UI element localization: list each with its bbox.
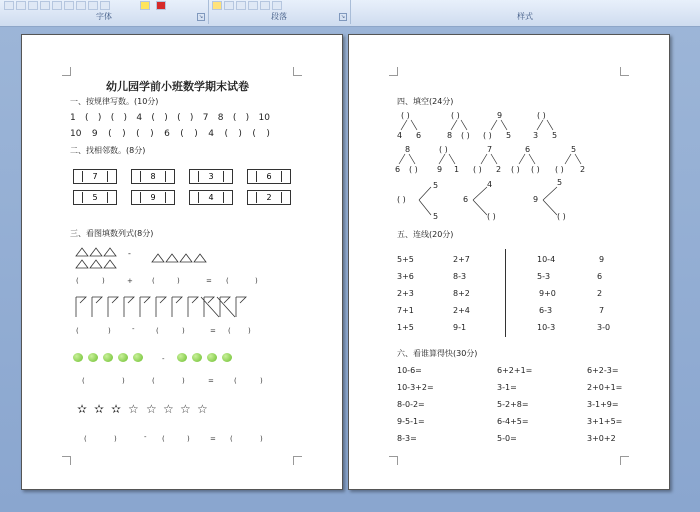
star-icon: ☆ (163, 402, 174, 416)
apple-icon (177, 353, 187, 362)
match-item: 6 (597, 272, 603, 281)
neighbor-box (131, 169, 175, 184)
tree-left: ( ) (511, 165, 520, 174)
section-heading: 五、连线(20分) (397, 230, 454, 239)
ribbon-button[interactable] (52, 1, 62, 10)
minus-sign: - (132, 325, 135, 333)
equals-sign: = (210, 327, 216, 335)
minus-sign: - (144, 433, 147, 441)
ribbon-button[interactable] (236, 1, 246, 10)
ribbon-button[interactable] (248, 1, 258, 10)
ribbon-button[interactable] (4, 1, 14, 10)
tree-left: 9 (437, 165, 443, 174)
tree-left: 8 (447, 131, 453, 140)
minus-sign: - (162, 355, 165, 363)
tree-left: 3 (533, 131, 539, 140)
sequence-item: ( (232, 113, 237, 123)
sequence-item: ( (180, 129, 184, 139)
tree-left: 6 (395, 165, 401, 174)
match-item: 9 (599, 255, 605, 264)
match-item: 5+5 (397, 255, 414, 264)
sequence-item: 6 (164, 129, 170, 139)
calc-item: 3+1+5= (587, 417, 623, 426)
answer-blank: ) (187, 435, 190, 443)
sequence-item: ) (266, 129, 270, 139)
answer-blank: ( (156, 327, 159, 335)
apple-icon (118, 353, 128, 362)
ribbon-button[interactable] (28, 1, 38, 10)
answer-blank: ( (226, 277, 229, 285)
sequence-item: ) (122, 129, 126, 139)
answer-blank: ( (82, 377, 85, 385)
match-item: 3+6 (397, 272, 414, 281)
tree-up: 4 (487, 180, 493, 189)
tree-up: 5 (557, 178, 563, 187)
sequence-item: ) (123, 113, 128, 123)
calc-item: 5-2+8= (497, 400, 529, 409)
answer-blank: ( (76, 277, 79, 285)
ribbon-button[interactable] (76, 1, 86, 10)
tree-left: ( ) (473, 165, 482, 174)
tree-top: 6 (525, 145, 531, 154)
tree-top: 7 (487, 145, 493, 154)
calc-item: 8-0-2= (397, 400, 425, 409)
sequence-item: 4 (136, 113, 143, 123)
ribbon-button[interactable] (272, 1, 282, 10)
answer-blank: ) (102, 277, 105, 285)
font-color-button[interactable] (156, 1, 166, 10)
tree-down: ( ) (487, 212, 496, 221)
apple-icon (103, 353, 113, 362)
neighbor-number: 8 (140, 171, 166, 182)
answer-blank: ( (230, 435, 233, 443)
tree-top: ( ) (439, 145, 448, 154)
tree-down: ( ) (557, 212, 566, 221)
answer-blank: ) (177, 277, 180, 285)
sequence-item: ( (177, 113, 181, 123)
tree-top: 5 (571, 145, 577, 154)
match-item: 1+5 (397, 323, 414, 332)
sequence-item: ) (245, 113, 250, 123)
tree-top: ( ) (537, 111, 546, 120)
neighbor-box (73, 190, 117, 205)
calc-item: 3-1+9= (587, 400, 619, 409)
match-item: 3-0 (597, 323, 611, 332)
ribbon-button[interactable] (40, 1, 50, 10)
tree-left: ( ) (483, 131, 492, 140)
tree-left: 4 (397, 131, 403, 140)
ribbon-group-label: 字体 (96, 12, 112, 21)
neighbor-box (73, 169, 117, 184)
tree-right: 5 (506, 131, 512, 140)
apple-icon (88, 353, 98, 362)
flag-picture (74, 295, 254, 319)
section-heading: 二、找相邻数。(8分) (70, 146, 146, 155)
sequence-item: 8 (217, 113, 224, 123)
sequence-item: ( (110, 113, 115, 123)
answer-blank: ) (122, 377, 125, 385)
ribbon-group-paragraph (208, 0, 351, 24)
crop-mark (389, 456, 398, 465)
sequence-item: ( (136, 129, 140, 139)
section-heading: 六、看谁算得快(30分) (397, 349, 478, 358)
answer-blank: ( (152, 277, 155, 285)
section-heading: 一、按规律写数。(10分) (70, 97, 159, 106)
calc-item: 5-0= (497, 434, 517, 443)
neighbor-box (247, 169, 291, 184)
star-icon: ☆ (180, 402, 191, 416)
match-item: 10-4 (537, 255, 556, 264)
page-title: 幼儿园学前小班数学期末试卷 (106, 80, 249, 93)
tree-top: ( ) (451, 111, 460, 120)
neighbor-number: 5 (82, 192, 108, 203)
sequence-item: 10 (70, 129, 82, 139)
highlight-color-button[interactable] (140, 1, 150, 10)
apple-icon (222, 353, 232, 362)
match-item: 6-3 (539, 306, 553, 315)
crop-mark (620, 456, 629, 465)
sequence-item: ) (164, 113, 168, 123)
tree-right: ( ) (531, 165, 540, 174)
ribbon-group-font (0, 0, 209, 24)
document-page-1[interactable] (21, 34, 343, 490)
star-icon: ☆ (146, 402, 157, 416)
tree-up: 5 (433, 181, 439, 190)
neighbor-number: 7 (82, 171, 108, 182)
apple-icon (73, 353, 83, 362)
answer-blank: ( (76, 327, 79, 335)
crop-mark (293, 456, 302, 465)
apple-icon (207, 353, 217, 362)
document-page-2[interactable] (348, 34, 670, 490)
sequence-item: ) (238, 129, 242, 139)
match-item: 10-3 (537, 323, 556, 332)
answer-blank: ) (108, 327, 111, 335)
answer-blank: ) (182, 327, 185, 335)
crop-mark (62, 67, 71, 76)
apple-icon (133, 353, 143, 362)
neighbor-number: 9 (140, 192, 166, 203)
divider-line (505, 249, 506, 337)
tree-right: 6 (416, 131, 422, 140)
match-item: 9-1 (453, 323, 467, 332)
sequence-item: 7 (202, 113, 209, 123)
match-item: 7 (599, 306, 605, 315)
minus-sign: - (128, 249, 131, 258)
ribbon-group-styles (350, 0, 700, 24)
dialog-launcher-icon[interactable]: ↘ (340, 14, 346, 20)
answer-blank: ( (152, 377, 155, 385)
equals-sign: = (208, 377, 214, 385)
tree-right: ( ) (461, 131, 470, 140)
star-icon: ☆ (197, 402, 208, 416)
ribbon-button[interactable] (64, 1, 74, 10)
sequence-item: ) (97, 113, 102, 123)
answer-blank: ) (260, 435, 263, 443)
answer-blank: + (127, 277, 133, 285)
neighbor-number: 4 (198, 192, 224, 203)
calc-item: 6+2-3= (587, 366, 619, 375)
tree-top: 9 (497, 111, 503, 120)
answer-blank: ( (228, 327, 231, 335)
triangle-picture (74, 245, 244, 271)
match-item: 5-3 (537, 272, 551, 281)
sequence-item: ) (189, 113, 194, 123)
neighbor-box (247, 190, 291, 205)
calc-item: 3+0+2 (587, 434, 616, 443)
ribbon-button[interactable] (100, 1, 110, 10)
tree-root: 6 (463, 195, 469, 204)
ribbon-button[interactable] (260, 1, 270, 10)
sequence-item: ( (224, 129, 228, 139)
answer-blank: ) (248, 327, 251, 335)
match-item: 8+2 (453, 289, 470, 298)
sequence-item: ( (85, 113, 89, 123)
calc-item: 10-6= (397, 366, 422, 375)
ribbon-button[interactable] (212, 1, 222, 10)
crop-mark (293, 67, 302, 76)
tree-top: ( ) (401, 111, 410, 120)
answer-blank: ) (182, 377, 185, 385)
section-heading: 四、填空(24分) (397, 97, 454, 106)
tree-top: 8 (405, 145, 411, 154)
answer-blank: ) (114, 435, 117, 443)
tree-root: 9 (533, 195, 539, 204)
neighbor-box (189, 169, 233, 184)
neighbor-number: 6 (256, 171, 282, 182)
ribbon-button[interactable] (88, 1, 98, 10)
calc-item: 2+0+1= (587, 383, 623, 392)
tree-right: 1 (454, 165, 460, 174)
match-item: 7+1 (397, 306, 414, 315)
calc-item: 6+2+1= (497, 366, 533, 375)
ribbon-button[interactable] (224, 1, 234, 10)
sequence-item: ) (150, 129, 154, 139)
equals-sign: = (206, 277, 212, 285)
neighbor-number: 3 (198, 171, 224, 182)
sequence-item: ) (194, 129, 198, 139)
calc-item: 8-3= (397, 434, 417, 443)
calc-item: 10-3+2= (397, 383, 434, 392)
answer-blank: ) (255, 277, 258, 285)
equals-sign: = (210, 435, 216, 443)
ribbon-group-label: 段落 (271, 12, 287, 21)
sequence-row-2 (70, 129, 270, 139)
sequence-item: 9 (91, 129, 98, 139)
tree-right: ( ) (409, 165, 418, 174)
tree-down: 5 (433, 212, 439, 221)
tree-right: 2 (496, 165, 502, 174)
match-item: 2+7 (453, 255, 470, 264)
tree-right: 5 (552, 131, 558, 140)
match-item: 2+4 (453, 306, 470, 315)
star-icon: ☆ (128, 402, 139, 416)
calc-item: 3-1= (497, 383, 517, 392)
answer-blank: ) (260, 377, 263, 385)
match-item: 9+0 (539, 289, 556, 298)
match-item: 8-3 (453, 272, 467, 281)
answer-blank: ( (84, 435, 87, 443)
neighbor-number: 2 (256, 192, 282, 203)
calc-item: 6-4+5= (497, 417, 529, 426)
sequence-item: 10 (258, 113, 270, 123)
ribbon-group-label: 样式 (517, 12, 533, 21)
sequence-row-1 (70, 113, 270, 123)
ribbon-button[interactable] (16, 1, 26, 10)
star-icon: ✫ (111, 402, 122, 416)
star-icon: ✫ (77, 402, 88, 416)
sequence-item: ( (108, 129, 112, 139)
tree-root: ( ) (397, 195, 406, 204)
section-heading: 三、看图填数列式(8分) (70, 229, 154, 238)
star-icon: ✫ (94, 402, 105, 416)
match-item: 2+3 (397, 289, 414, 298)
crop-mark (62, 456, 71, 465)
answer-blank: ( (234, 377, 237, 385)
neighbor-box (131, 190, 175, 205)
tree-left: ( ) (555, 165, 564, 174)
sequence-item: ( (252, 129, 256, 139)
ribbon (0, 0, 700, 27)
sequence-item: ( (151, 113, 155, 123)
match-item: 2 (597, 289, 603, 298)
dialog-launcher-icon[interactable]: ↘ (198, 14, 204, 20)
sequence-item: 1 (70, 113, 76, 123)
neighbor-box (189, 190, 233, 205)
sequence-item: 4 (208, 129, 214, 139)
apple-icon (192, 353, 202, 362)
answer-blank: ( (162, 435, 165, 443)
tree-right: 2 (580, 165, 586, 174)
calc-item: 9-5-1= (397, 417, 425, 426)
